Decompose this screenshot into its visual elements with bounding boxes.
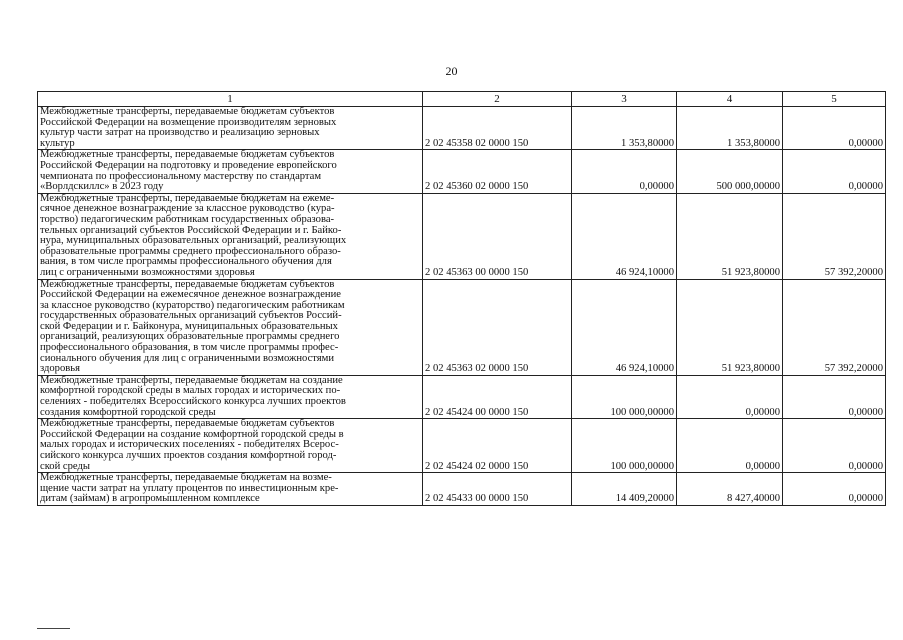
description-line: Межбюджетные трансферты, передаваемые бюджетам на создание (40, 374, 343, 386)
table-header-row (38, 92, 886, 107)
description-line: дитам (займам) в агропромышленном комплексе (40, 493, 260, 505)
description-line: государственных образовательных организаций субъектов Россий- (40, 310, 342, 322)
description-line: профессионального образования, в том числе программы профес- (40, 342, 339, 354)
table-row (38, 279, 886, 375)
description-line: сионального обучения для лиц с ограниченными возможностями (40, 352, 335, 364)
description-line: за классное руководство (кураторство) педагогическим работникам (40, 299, 345, 311)
description-line: Российской Федерации на возмещение производителям зерновых (40, 116, 337, 128)
row-description (38, 473, 423, 506)
row-code: 2 02 45424 00 0000 150 (423, 375, 572, 418)
row-value-col5: 0,00000 (783, 419, 886, 473)
row-code: 2 02 45424 02 0000 150 (423, 419, 572, 473)
row-value-col3: 46 924,10000 (572, 279, 677, 375)
description-line: ской среды (40, 460, 90, 472)
description-line: Межбюджетные трансферты, передаваемые бюджетам субъектов (40, 418, 335, 430)
page-number: 20 (445, 64, 458, 78)
description-line: торство) педагогическим работникам государственных образова- (40, 213, 335, 225)
description-line: лиц с ограниченными возможностями здоровья (40, 266, 255, 278)
description-line: щение части затрат на уплату процентов по инвестиционным кре- (40, 482, 339, 494)
row-code: 2 02 45363 02 0000 150 (423, 279, 572, 375)
row-value-col3: 46 924,10000 (572, 193, 677, 279)
description-line: Межбюджетные трансферты, передаваемые бюджетам на ежеме- (40, 192, 335, 204)
description-line: сячное денежное вознаграждение за классное руководство (кура- (40, 203, 335, 215)
description-line: Межбюджетные трансферты, передаваемые бюджетам субъектов (40, 278, 335, 290)
description-line: организаций, реализующих образовательные программы среднего (40, 331, 340, 343)
budget-table (37, 91, 886, 506)
row-value-col4: 0,00000 (677, 419, 783, 473)
description-line: малых городах и исторических поселениях - победителях Всерос- (40, 439, 339, 451)
row-value-col5: 0,00000 (783, 107, 886, 150)
row-value-col5: 0,00000 (783, 375, 886, 418)
row-value-col4: 51 923,80000 (677, 279, 783, 375)
row-value-col4: 0,00000 (677, 375, 783, 418)
footnote-separator (37, 628, 70, 629)
row-value-col3: 14 409,20000 (572, 473, 677, 506)
row-value-col5: 0,00000 (783, 150, 886, 193)
column-header-5: 5 (783, 92, 886, 107)
description-line: чемпионата по профессиональному мастерству по стандартам (40, 170, 322, 182)
table-row (38, 375, 886, 418)
description-line: культур части затрат на производство и реализацию зерновых (40, 127, 320, 139)
row-code: 2 02 45358 02 0000 150 (423, 107, 572, 150)
row-description (38, 279, 423, 375)
column-header-3: 3 (572, 92, 677, 107)
description-line: создания комфортной городской среды (40, 406, 216, 418)
description-line: Межбюджетные трансферты, передаваемые бюджетам субъектов (40, 106, 335, 117)
column-header-4: 4 (677, 92, 783, 107)
row-code: 2 02 45360 02 0000 150 (423, 150, 572, 193)
description-line: культур (40, 137, 75, 149)
description-line: Межбюджетные трансферты, передаваемые бюджетам на возме- (40, 472, 332, 484)
row-description (38, 107, 423, 150)
row-value-col5: 0,00000 (783, 473, 886, 506)
description-line: «Ворлдскиллс» в 2023 году (40, 181, 164, 193)
row-value-col3: 1 353,80000 (572, 107, 677, 150)
row-value-col4: 51 923,80000 (677, 193, 783, 279)
row-description (38, 375, 423, 418)
description-line: тельных организаций субъектов Российской Федерации и г. Байко- (40, 224, 342, 236)
row-description (38, 193, 423, 279)
row-code: 2 02 45433 00 0000 150 (423, 473, 572, 506)
row-value-col3: 0,00000 (572, 150, 677, 193)
description-line: комфортной городской среды в малых городах и исторических по- (40, 385, 341, 397)
description-line: образовательные программы среднего профессионального образо- (40, 245, 341, 257)
table-row (38, 193, 886, 279)
row-value-col4: 500 000,00000 (677, 150, 783, 193)
row-value-col4: 1 353,80000 (677, 107, 783, 150)
row-value-col3: 100 000,00000 (572, 375, 677, 418)
description-line: селениях - победителях Всероссийского конкурса лучших проектов (40, 396, 346, 408)
table-row (38, 419, 886, 473)
description-line: здоровья (40, 363, 80, 375)
table-row (38, 150, 886, 193)
description-line: Российской Федерации на создание комфортной городской среды в (40, 428, 344, 440)
column-header-2: 2 (423, 92, 572, 107)
row-description (38, 419, 423, 473)
description-line: нура, муниципальных образовательных организаций, реализующих (40, 235, 347, 247)
description-line: Российской Федерации на подготовку и проведение европейского (40, 159, 337, 171)
table-row (38, 473, 886, 506)
row-description (38, 150, 423, 193)
description-line: Межбюджетные трансферты, передаваемые бюджетам субъектов (40, 149, 335, 161)
row-code: 2 02 45363 00 0000 150 (423, 193, 572, 279)
table-row (38, 107, 886, 150)
row-value-col5: 57 392,20000 (783, 193, 886, 279)
row-value-col3: 100 000,00000 (572, 419, 677, 473)
description-line: сийского конкурса лучших проектов создания комфортной город- (40, 450, 337, 461)
description-line: Российской Федерации на ежемесячное денежное вознаграждение (40, 289, 341, 301)
row-value-col4: 8 427,40000 (677, 473, 783, 506)
column-header-1: 1 (38, 92, 423, 107)
row-value-col5: 57 392,20000 (783, 279, 886, 375)
description-line: вания, в том числе программы профессионального обучения для (40, 256, 332, 268)
description-line: ской Федерации и г. Байконура, муниципальных образовательных (40, 320, 338, 332)
